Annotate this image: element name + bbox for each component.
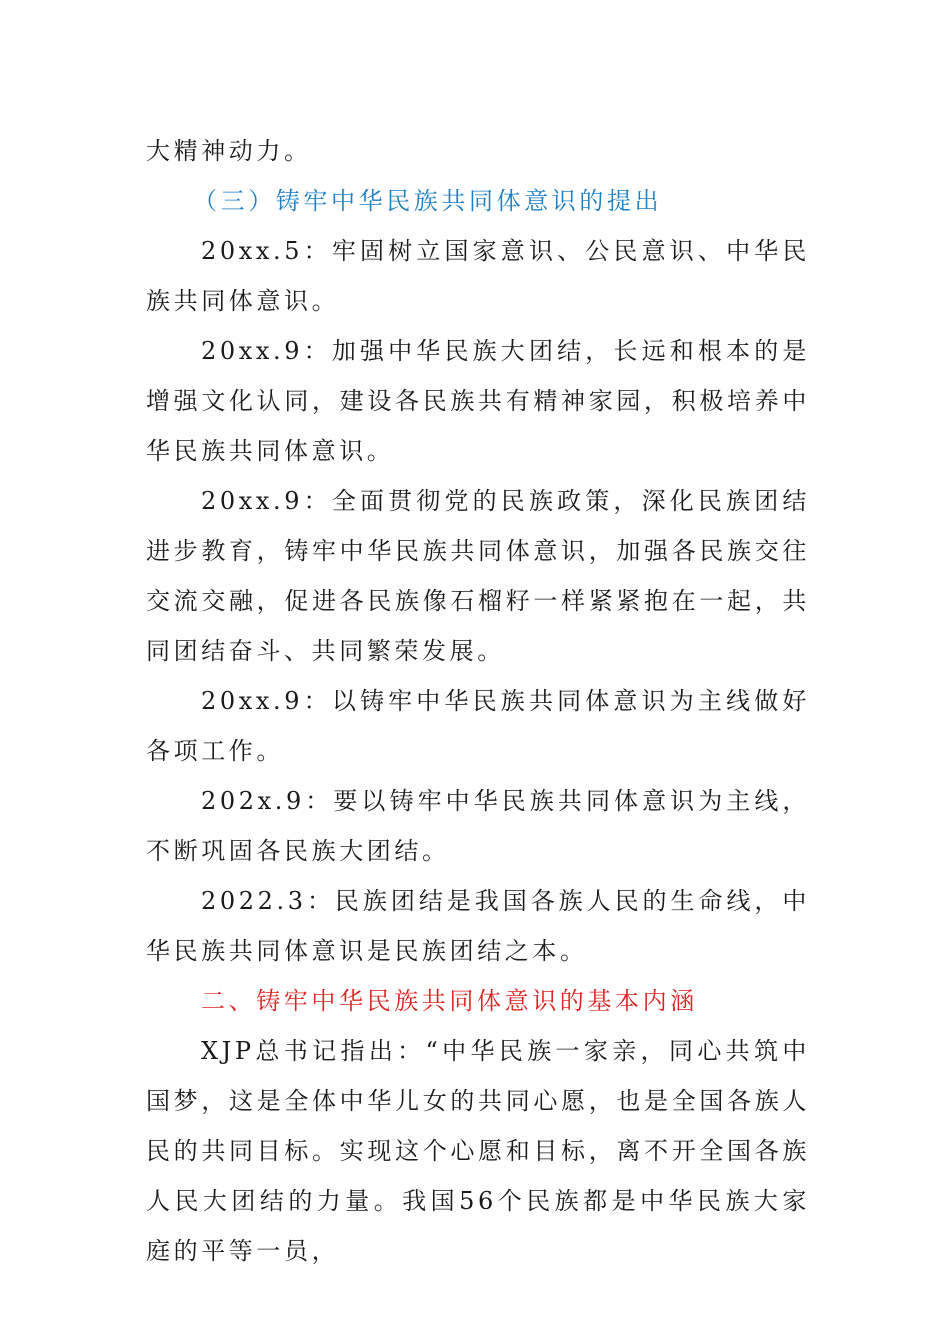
paragraph-20xx-9-b: 20xx.9：全面贯彻党的民族政策，深化民族团结进步教育，铸牢中华民族共同体意识，加强各民族交往交流交融，促进各民族像石榴籽一样紧紧抱在一起，共同团结奋斗、共同繁荣发展。	[146, 487, 810, 665]
paragraph-20xx-9-a: 20xx.9：加强中华民族大团结，长远和根本的是增强文化认同，建设各民族共有精神家园，积极培养中华民族共同体意识。	[146, 337, 810, 465]
section-heading-two: 二、铸牢中华民族共同体意识的基本内涵	[201, 987, 698, 1015]
paragraph-continuation: 大精神动力。	[146, 137, 312, 165]
section-heading-three: （三）铸牢中华民族共同体意识的提出	[193, 187, 663, 215]
paragraph-2022-3: 2022.3：民族团结是我国各族人民的生命线，中华民族共同体意识是民族团结之本。	[146, 887, 810, 965]
paragraph-20xx-5: 20xx.5：牢固树立国家意识、公民意识、中华民族共同体意识。	[146, 237, 810, 315]
paragraph-20xx-9-c: 20xx.9：以铸牢中华民族共同体意识为主线做好各项工作。	[146, 687, 810, 765]
paragraph-202x-9: 202x.9：要以铸牢中华民族共同体意识为主线，不断巩固各民族大团结。	[146, 787, 810, 865]
document-body	[146, 126, 810, 1276]
paragraph-xjp-quote: XJP总书记指出：“中华民族一家亲，同心共筑中国梦，这是全体中华儿女的共同心愿，也是全国各族人民的共同目标。实现这个心愿和目标，离不开全国各族人民大团结的力量。我国56个民族都是中华民族大家庭的平等一员，	[146, 1037, 810, 1265]
